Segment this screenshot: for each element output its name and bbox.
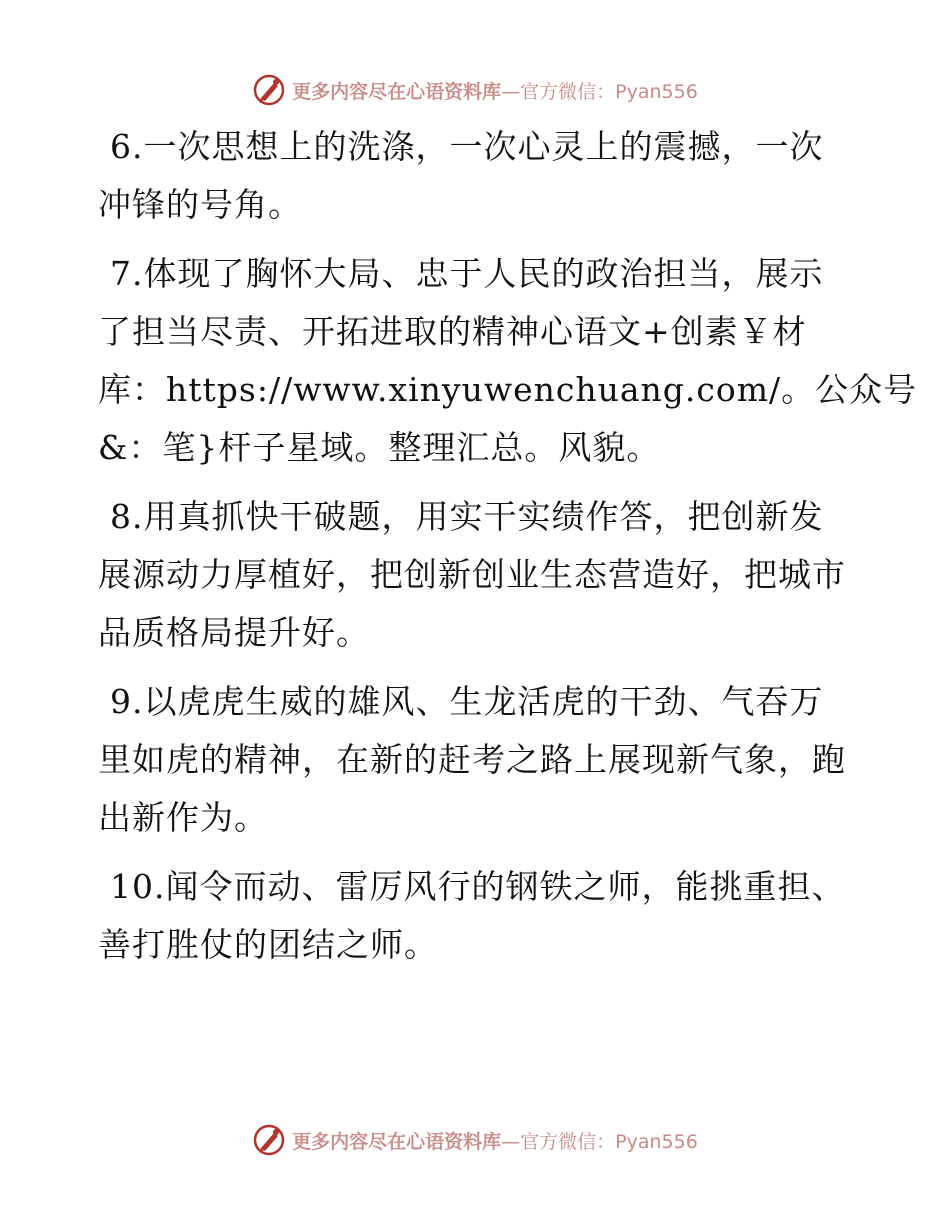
document-body [98,118,918,985]
paragraph-7 [98,245,918,477]
footer-banner [0,1120,950,1160]
text-line: 7.体现了胸怀大局、忠于人民的政治担当，展示 [110,254,824,293]
paragraph-8 [98,488,858,662]
text-line: 品质格局提升好。 [98,613,370,652]
text-line: 里如虎的精神，在新的赶考之路上展现新气象，跑 [98,740,846,779]
text-line: 9.以虎虎生威的雄风、生龙活虎的干劲、气吞万 [110,682,824,721]
banner-text: 更多内容尽在心语资料库—官方微信：Pyan556 [292,80,698,103]
text-line: &：笔}杆子星域。整理汇总。风貌。 [98,428,661,467]
text-line: 10.闻令而动、雷厉风行的钢铁之师，能挑重担、 [110,867,846,906]
header-banner [0,70,950,110]
text-line: 展源动力厚植好，把创新创业生态营造好，把城市 [98,555,846,594]
text-line: 出新作为。 [98,798,268,837]
pen-circle-logo-icon [252,73,286,107]
text-line: 冲锋的号角。 [98,185,302,224]
text-line: 了担当尽责、开拓进取的精神心语文+创素￥材 [98,312,807,351]
paragraph-9 [98,673,858,847]
text-line: 善打胜仗的团结之师。 [98,925,438,964]
text-line: 6.一次思想上的洗涤，一次心灵上的震撼，一次 [110,127,824,166]
text-line: 8.用真抓快干破题，用实干实绩作答，把创新发 [110,497,824,536]
text-line: 库：https://www.xinyuwenchuang.com/。公众号 [98,370,918,409]
paragraph-10 [98,858,858,974]
pen-circle-logo-icon [252,1123,286,1157]
paragraph-6 [98,118,858,234]
banner-text: 更多内容尽在心语资料库—官方微信：Pyan556 [292,1130,698,1153]
